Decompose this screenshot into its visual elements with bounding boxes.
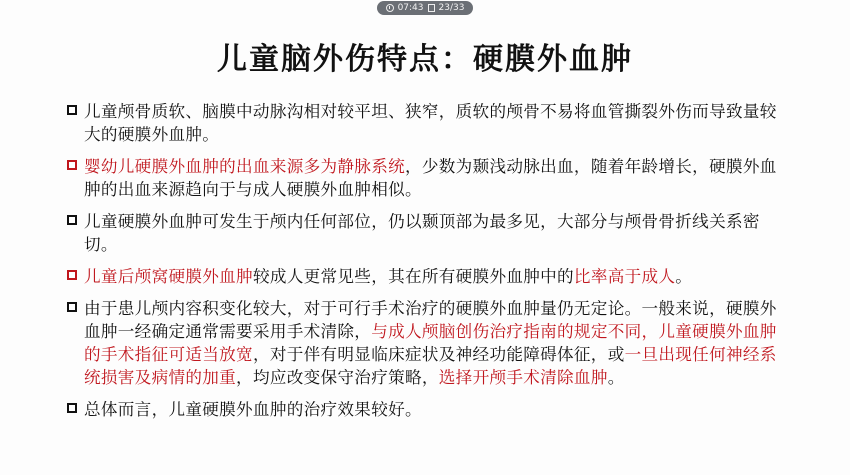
item-text: 儿童颅骨质软、脑膜中动脉沟相对较平坦、狭窄，质软的颅骨不易将血管撕裂外伤而导致量较大的硬膜外血肿。 <box>84 102 777 144</box>
highlighted-text: 婴幼儿硬膜外血肿的出血来源多为静脉系统 <box>84 157 405 176</box>
bullet-item <box>66 297 786 389</box>
status-page: 23/33 <box>438 3 465 13</box>
bullet-item <box>66 210 786 256</box>
bullet-item <box>66 155 786 201</box>
checkbox-bullet-icon <box>67 403 77 413</box>
slide-title: 儿童脑外伤特点：硬膜外血肿 <box>217 42 633 77</box>
highlighted-text: 选择开颅手术清除血肿 <box>438 368 608 387</box>
checkbox-bullet-icon <box>67 270 77 280</box>
highlighted-text: 与成人颅脑创伤治疗指南的规定不同，儿童硬膜外血肿的手术指征可适当放宽 <box>84 322 777 364</box>
item-text: 较成人更常见些，其在所有硬膜外血肿中的 <box>252 267 574 286</box>
highlighted-text: 比率高于成人 <box>573 267 676 286</box>
highlighted-text: 儿童后颅窝硬膜外血肿 <box>84 267 253 286</box>
status-bar[interactable] <box>377 1 473 15</box>
bullet-item <box>66 100 786 146</box>
checkbox-bullet-icon <box>67 105 77 115</box>
item-text: ，对于伴有明显临床症状及神经功能障碍体征，或 <box>252 345 625 364</box>
checkbox-bullet-icon <box>67 160 77 170</box>
item-text: 总体而言，儿童硬膜外血肿的治疗效果较好。 <box>84 400 422 419</box>
bullet-item <box>66 265 786 288</box>
item-text: 。 <box>675 267 693 286</box>
status-time: 07:43 <box>397 3 424 13</box>
highlighted-text: 一旦出现任何神经系统损害及病情的加重 <box>84 345 777 387</box>
item-text: 。 <box>607 368 625 387</box>
item-text: 儿童硬膜外血肿可发生于颅内任何部位，仍以颞顶部为最多见，大部分与颅骨骨折线关系密切。 <box>84 212 760 254</box>
checkbox-bullet-icon <box>67 302 77 312</box>
bullet-item <box>66 398 786 421</box>
item-text: ，少数为颞浅动脉出血，随着年龄增长，硬膜外血肿的出血来源趋向于与成人硬膜外血肿相似。 <box>84 157 777 199</box>
item-text: 由于患儿颅内容积变化较大，对于可行手术治疗的硬膜外血肿量仍无定论。一般来说，硬膜外血肿一经确定通常需要采用手术清除， <box>84 299 777 341</box>
checkbox-bullet-icon <box>67 215 77 225</box>
page-icon <box>428 4 435 12</box>
item-text: ，均应改变保守治疗策略， <box>236 368 439 387</box>
bullet-list <box>66 100 786 430</box>
clock-icon <box>386 4 394 12</box>
